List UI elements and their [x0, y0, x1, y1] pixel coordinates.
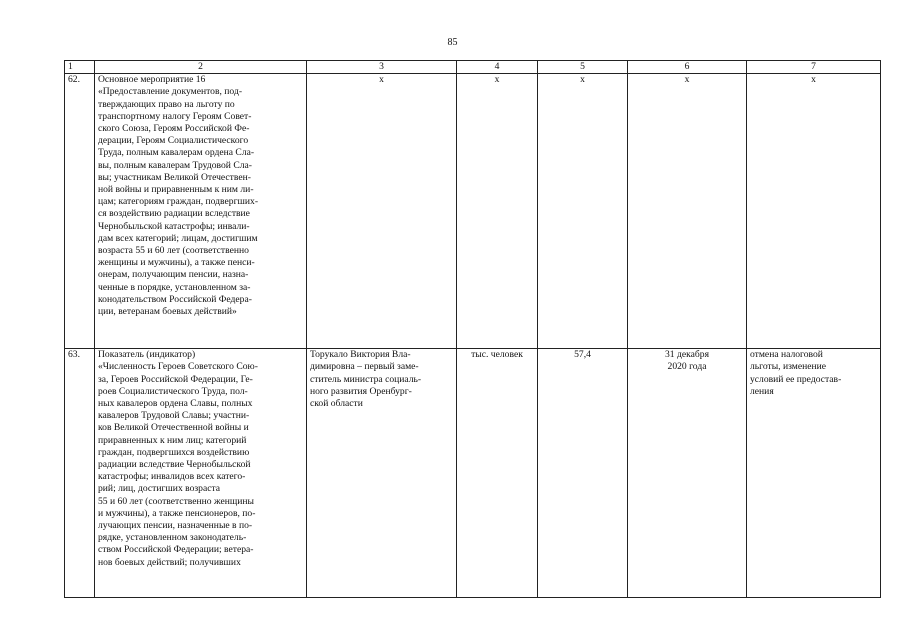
row-unit: тыс. человек [457, 349, 538, 598]
column-header: 3 [307, 61, 457, 74]
row-responsible: Торукало Виктория Вла- димировна – первый заме- ститель министра социаль- ного развития Оренбург- ской области [307, 349, 457, 598]
column-header: 2 [95, 61, 307, 74]
column-header: 5 [538, 61, 628, 74]
column-header: 7 [747, 61, 881, 74]
row-number: 63. [65, 349, 95, 598]
row-deadline: 31 декабря 2020 года [628, 349, 747, 598]
column-header: 1 [65, 61, 95, 74]
table-row [65, 349, 881, 598]
row-description: Основное мероприятие 16 «Предоставление документов, под- тверждающих право на льготу по транспортному налогу Героям Совет- ского Союза, Героям Российской Фе- дерации, Героям Социалистического Труда, полным кавалерам ордена Сла- вы, полным кавалерам Трудовой Сла- вы; участникам Великой Отечествен- ной войны и приравненным к ним ли- цам; категориям граждан, подвергших- ся воздействию радиации вследствие Чернобыльской катастрофы; инвали- дам всех категорий; лицам, достигшим возраста 55 и 60 лет (соответственно женщины и мужчины), а также пенси- онерам, получающим пенсии, назна- ченные в порядке, установленном за- конодательством Российской Федера- ции, ветеранам боевых действий» [95, 74, 307, 349]
table-row [65, 74, 881, 349]
header-row [65, 61, 881, 74]
row-number: 62. [65, 74, 95, 349]
row-deadline: x [628, 74, 747, 349]
row-note: отмена налоговой льготы, изменение условий ее предостав- ления [747, 349, 881, 598]
row-description: Показатель (индикатор) «Численность Героев Советского Сою- за, Героев Российской Федерации, Ге- роев Социалистического Труда, пол- ных кавалеров ордена Славы, полных кавалеров Трудовой Славы; участни- ков Великой Отечественной войны и приравненных к ним лиц; категорий граждан, подвергшихся воздействию радиации вследствие Чернобыльской катастрофы; инвалидов всех катего- рий; лиц, достигших возраста 55 и 60 лет (соответственно женщины и мужчины), а также пенсионеров, по- лучающих пенсии, назначенные в по- рядке, установленном законодатель- ством Российской Федерации; ветера- нов боевых действий; получивших [95, 349, 307, 598]
row-value: 57,4 [538, 349, 628, 598]
row-unit: x [457, 74, 538, 349]
row-value: x [538, 74, 628, 349]
row-note: x [747, 74, 881, 349]
column-header: 4 [457, 61, 538, 74]
plan-table [64, 60, 881, 598]
row-responsible: x [307, 74, 457, 349]
column-header: 6 [628, 61, 747, 74]
page-number: 85 [447, 37, 458, 48]
